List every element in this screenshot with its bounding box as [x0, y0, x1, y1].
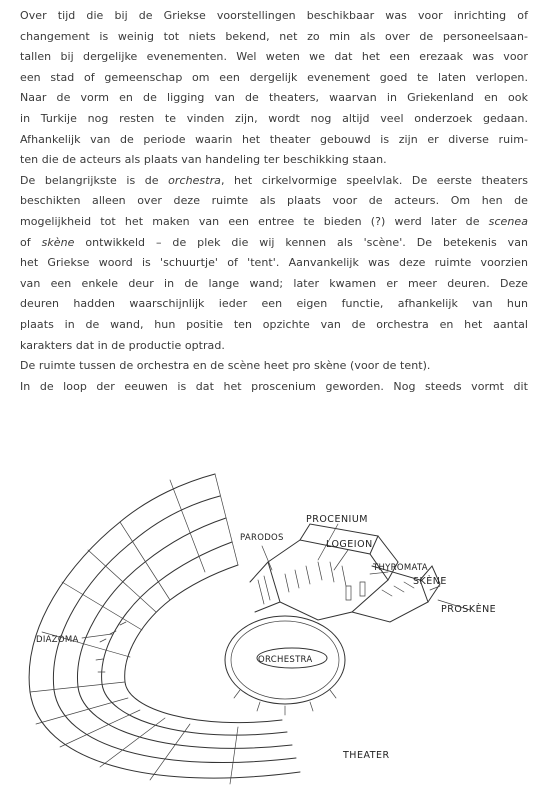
text-run: of	[20, 235, 42, 249]
text-line	[20, 212, 528, 233]
body-text	[20, 6, 528, 397]
text-line: plaats in de wand, hun positie ten opzichte van de orchestra en het aantal	[20, 317, 528, 331]
text-line: het Griekse woord is 'schuurtje' of 'tent'. Aanvankelijk was deze ruimte voorzien	[20, 256, 528, 270]
theater-sketch	[0, 462, 538, 793]
label-orchestra: ORCHESTRA	[258, 655, 313, 665]
text-line	[20, 233, 528, 254]
text-line: in Turkije nog resten te vinden zijn, wordt nog altijd veel onderzoek gedaan.	[20, 111, 528, 125]
term-orchestra: orchestra	[168, 173, 221, 187]
text-line: beschikten alleen over deze ruimte als plaats voor de acteurs. Om hen de	[20, 194, 528, 208]
text-line: changement is weinig tot niets bekend, net zo min als over de personeelsaan-	[20, 29, 528, 43]
text-run: De belangrijkste is de	[20, 173, 169, 187]
text-run: ontwikkeld – de plek die wij kennen als 'scène'. De betekenis van	[74, 235, 529, 249]
text-line: In de loop der eeuwen is dat het proscenium geworden. Nog steeds vormt dit	[20, 379, 528, 393]
orchestra-circle	[225, 616, 345, 715]
term-skene: skène	[41, 235, 75, 249]
label-logeion: LOGEION	[326, 539, 373, 550]
label-parodos: PARODOS	[240, 533, 284, 543]
theatron-seating	[29, 474, 300, 784]
text-run: , het cirkelvormige speelvlak. De eerste theaters	[220, 173, 528, 187]
term-scenea: scenea	[488, 214, 528, 228]
text-line: van een enkele deur in de lange wand; later kwamen er meer deuren. Deze	[20, 276, 528, 290]
text-line: Afhankelijk van de periode waarin het theater gebouwd is zijn er diverse ruim-	[20, 132, 528, 146]
text-line: De ruimte tussen de orchestra en de scène heet pro skène (voor de tent).	[20, 359, 431, 373]
text-line: tallen bij dergelijke evenementen. Wel weten we dat het een erezaak was voor	[20, 50, 528, 64]
label-proskene: PROSKÈNE	[441, 604, 497, 615]
label-procenium: PROCENIUM	[306, 514, 369, 525]
text-line: deuren hadden waarschijnlijk ieder een eigen functie, afhankelijk van hun	[20, 297, 528, 311]
text-line: ten die de acteurs als plaats van handeling ter beschikking staan.	[20, 153, 387, 167]
label-diazoma: DIAZOMA	[36, 635, 79, 645]
caption-theater: THEATER	[343, 750, 390, 761]
label-skene: SKÈNE	[413, 576, 447, 587]
text-line: Over tijd die bij de Griekse voorstellingen beschikbaar was voor inrichting of	[20, 9, 528, 22]
label-thyromata: THYROMATA	[373, 563, 428, 573]
text-line	[20, 171, 528, 192]
text-run: mogelijkheid tot het maken van een entree te bieden (?) werd later de	[20, 214, 489, 228]
text-line: Naar de vorm en de ligging van de theaters, waarvan in Griekenland en ook	[20, 91, 528, 105]
text-line: karakters dat in de productie optrad.	[20, 338, 225, 352]
text-line: een stad of gemeenschap om een dergelijk evenement goed te laten verlopen.	[20, 70, 528, 84]
